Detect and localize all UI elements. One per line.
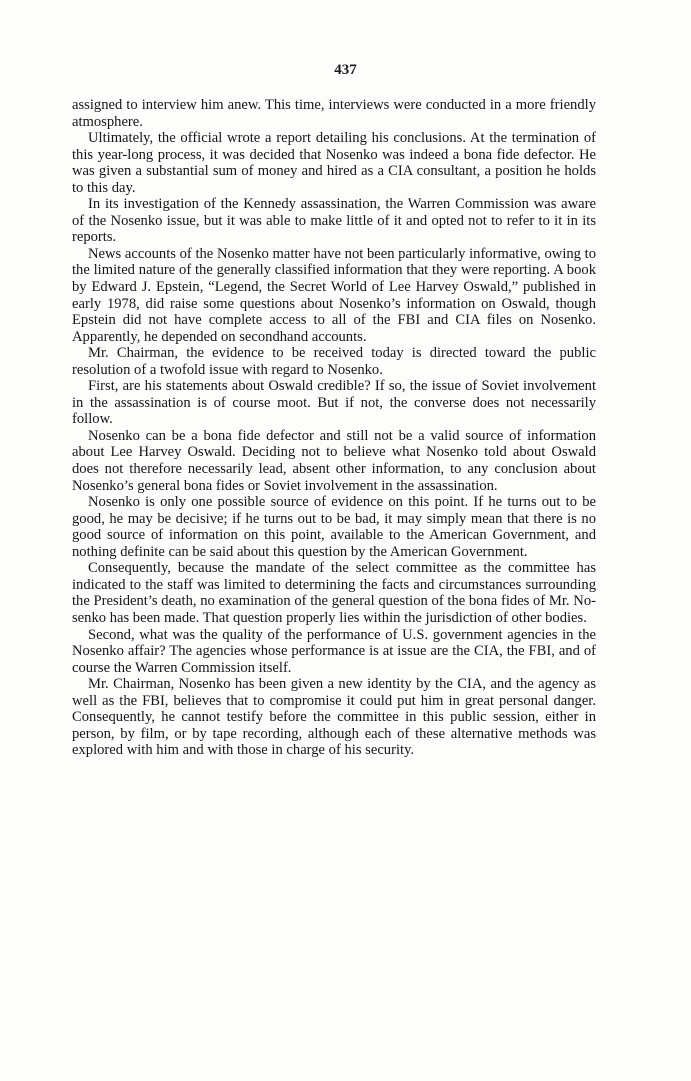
- paragraph-6: First, are his statements about Oswald credible? If so, the issue of Soviet involvement in the assassination is of course moot. But if not, the converse does not necessarily follow.: [72, 378, 596, 428]
- paragraph-8: Nosenko is only one possible source of evidence on this point. If he turns out to be good, he may be decisive; if he turns out to be bad, it may simply mean that there is no good source of information on this point, available to the American Government, and nothing definite can be said about this question by the American Government.: [72, 494, 596, 560]
- body-text: [72, 97, 596, 759]
- paragraph-9: Consequently, because the mandate of the select committee as the committee has indicated to the staff was limited to determining the facts and circumstances surrounding the President’s death, no examination of the general question of the bona fides of Mr. Nosenko has been made. That question properly lies within the jurisdiction of other bodies.: [72, 560, 596, 626]
- paragraph-3: In its investigation of the Kennedy assassination, the Warren Commission was aware of the Nosenko issue, but it was able to make little of it and opted not to refer to it in its reports.: [72, 196, 596, 246]
- paragraph-11: Mr. Chairman, Nosenko has been given a new identity by the CIA, and the agency as well as the FBI, believes that to compromise it could put him in great personal danger. Consequently, he cannot testify before the committee in this public session, either in person, by film, or by tape recording, although each of these alternative methods was explored with him and with those in charge of his security.: [72, 676, 596, 759]
- paragraph-2: Ultimately, the official wrote a report detailing his conclusions. At the termination of this year-long process, it was decided that Nosenko was indeed a bona fide defector. He was given a substantial sum of money and hired as a CIA consultant, a position he holds to this day.: [72, 130, 596, 196]
- paragraph-1: assigned to interview him anew. This time, interviews were conducted in a more friendly atmosphere.: [72, 97, 596, 130]
- page-number: 437: [334, 62, 357, 78]
- paragraph-4: News accounts of the Nosenko matter have not been particularly informative, owing to the limited nature of the generally classified information that they were reporting. A book by Edward J. Epstein, “Legend, the Secret World of Lee Harvey Oswald,” published in early 1978, did raise some questions about Nosenko’s information on Oswald, though Epstein did not have complete access to all of the FBI and CIA files on Nosenko. Apparently, he depended on secondhand accounts.: [72, 245, 596, 345]
- paragraph-5: Mr. Chairman, the evidence to be received today is directed toward the public resolution of a twofold issue with regard to Nosenko.: [72, 345, 596, 378]
- paragraph-7: Nosenko can be a bona fide defector and still not be a valid source of information about Lee Harvey Oswald. Deciding not to believe what Nosenko told about Oswald does not therefore necessarily lead, absent other information, to any conclusion about Nosenko’s general bona fides or Soviet involvement in the assassination.: [72, 427, 596, 494]
- paragraph-10: Second, what was the quality of the performance of U.S. government agencies in the Nosenko affair? The agencies whose performance is at issue are the CIA, the FBI, and of course the Warren Commission itself.: [72, 626, 596, 676]
